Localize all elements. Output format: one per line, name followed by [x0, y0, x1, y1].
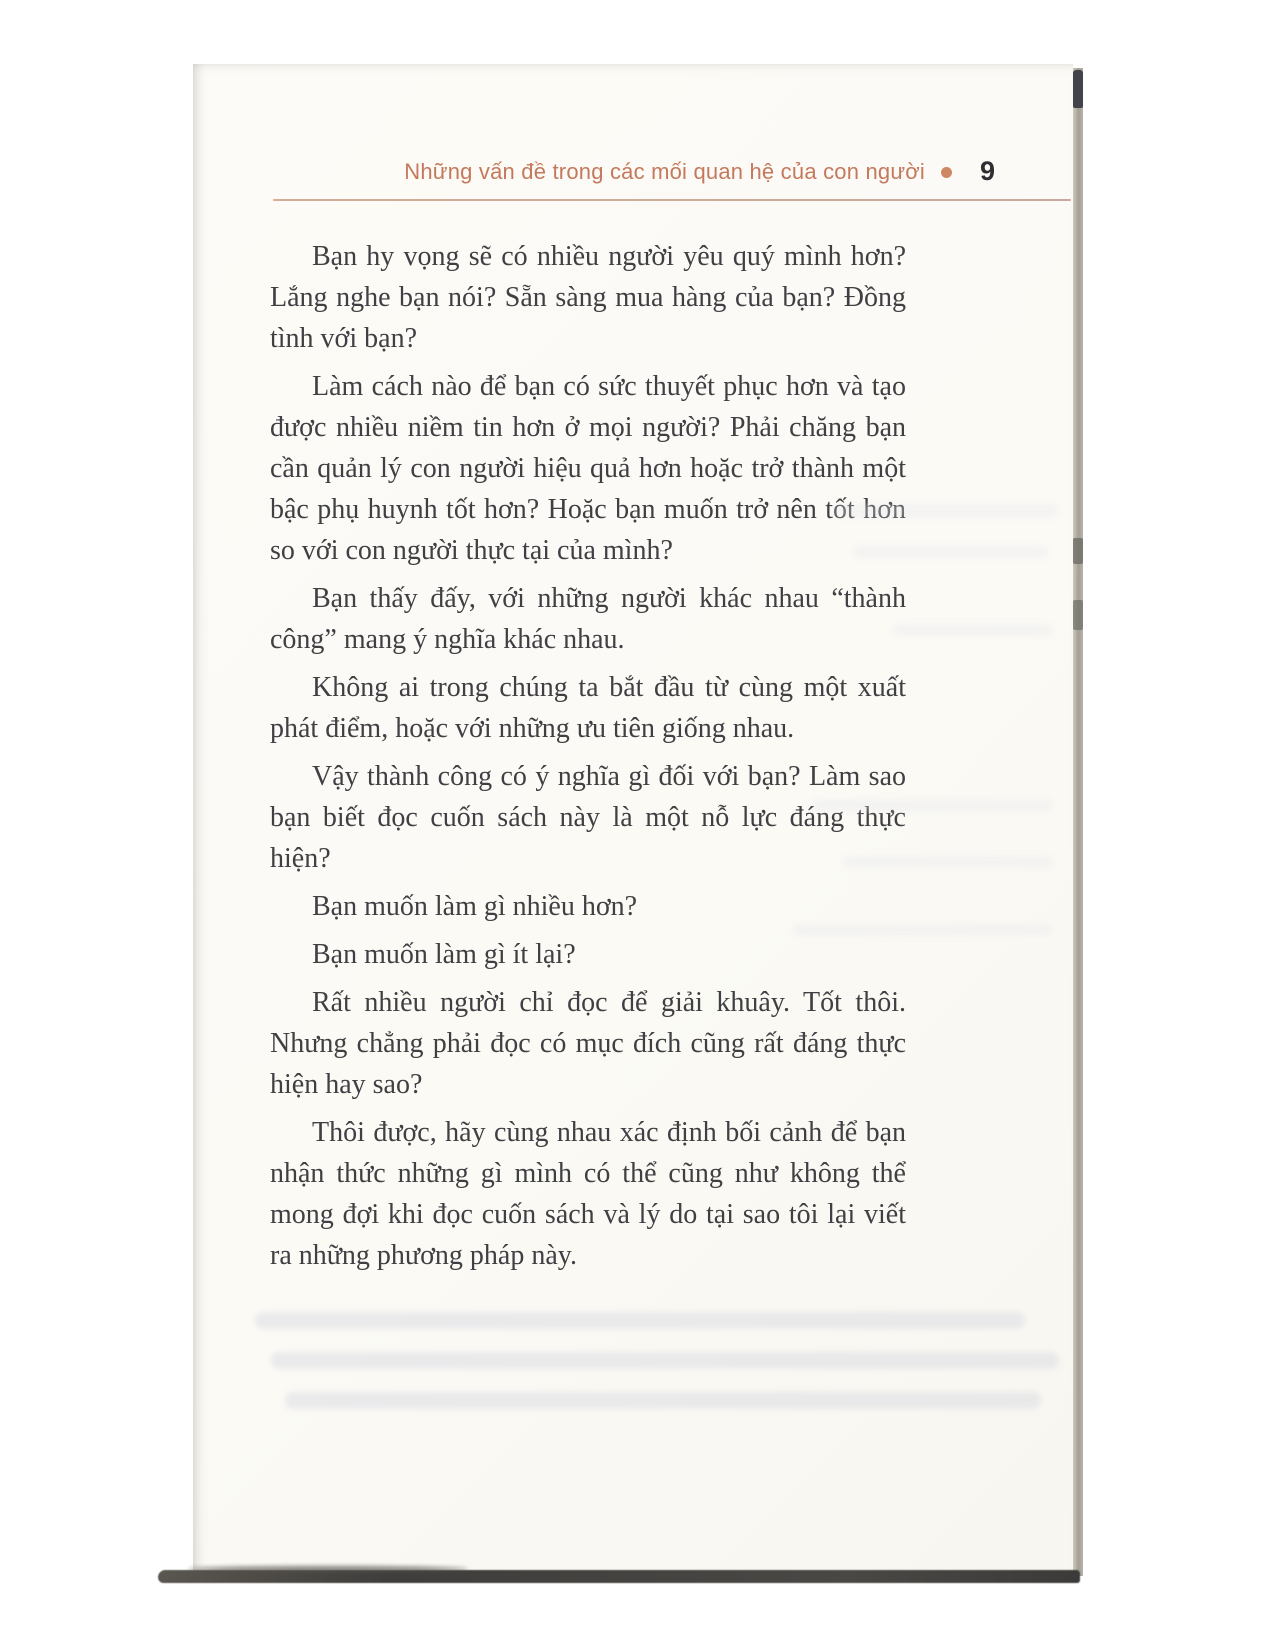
paragraph: Thôi được, hãy cùng nhau xác định bối cảnh để bạn nhận thức những gì mình có thể cũng như không thể mong đợi khi đọc cuốn sách và lý do tại sao tôi lại viết ra những phương pháp này.: [270, 1117, 906, 1271]
paragraph: Làm cách nào để bạn có sức thuyết phục hơn và tạo được nhiều niềm tin hơn ở mọi người? Phải chăng bạn cần quản lý con người hiệu quả hơn hoặc trở thành một bậc phụ huynh tốt hơn? Hoặc bạn muốn trở nên tốt hơn so với con người thực tại của mình?: [270, 371, 906, 566]
paragraph: Vậy thành công có ý nghĩa gì đối với bạn? Làm sao bạn biết đọc cuốn sách này là một nỗ lực đáng thực hiện?: [270, 761, 906, 874]
body-text: [270, 236, 906, 1283]
bleed-through-text: [271, 1352, 1059, 1369]
page-edge-mark: [1073, 538, 1083, 564]
bleed-through-text: [813, 799, 1053, 812]
book-page: [193, 64, 1073, 1578]
running-header: [270, 156, 995, 187]
page-bottom-shadow: [158, 1570, 1080, 1583]
header-rule: [273, 199, 1071, 201]
bleed-through-text: [893, 624, 1053, 636]
bleed-through-text: [853, 546, 1048, 558]
paragraph: Bạn hy vọng sẽ có nhiều người yêu quý mình hơn? Lắng nghe bạn nói? Sẵn sàng mua hàng của bạn? Đồng tình với bạn?: [270, 241, 906, 354]
paragraph: Bạn muốn làm gì nhiều hơn?: [312, 891, 638, 922]
page-edge-mark: [1073, 600, 1083, 630]
bleed-through-text: [833, 504, 1058, 518]
book-pages-edge: [1073, 68, 1083, 1576]
paragraph: Bạn muốn làm gì ít lại?: [312, 939, 576, 970]
bleed-through-text: [843, 856, 1053, 868]
bleed-through-text: [255, 1312, 1025, 1329]
bleed-through-text: [285, 1392, 1041, 1409]
paragraph: Rất nhiều người chỉ đọc để giải khuây. Tốt thôi. Nhưng chẳng phải đọc có mục đích cũng rất đáng thực hiện hay sao?: [270, 987, 906, 1100]
bleed-through-text: [793, 924, 1053, 936]
paragraph: Bạn thấy đấy, với những người khác nhau “thành công” mang ý nghĩa khác nhau.: [270, 583, 906, 655]
paragraph: Không ai trong chúng ta bắt đầu từ cùng một xuất phát điểm, hoặc với những ưu tiên giống nhau.: [270, 672, 906, 744]
running-header-title: Những vấn đề trong các mối quan hệ của con người: [404, 158, 925, 184]
page-number: 9: [979, 156, 995, 186]
bullet-separator-icon: [941, 167, 952, 178]
page-edge-mark: [1073, 70, 1083, 108]
